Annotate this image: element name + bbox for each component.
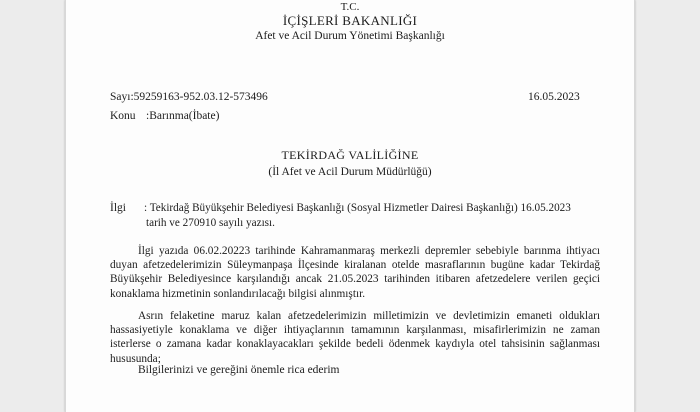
header-department: Afet ve Acil Durum Yönetimi Başkanlığı: [255, 30, 445, 42]
addressee-title: TEKİRDAĞ VALİLİĞİNE: [281, 148, 419, 162]
ilgi-line-2: tarih ve 270910 sayılı yazısı.: [146, 217, 275, 229]
closing-line: Bilgilerinizi ve gereğini önemle rica ederim: [138, 364, 340, 376]
paragraph-1-text: İlgi yazıda 06.02.20223 tarihinde Kahramanmaraş merkezli depremler sebebiyle barınma ihtiyacı duyan afetzedelerimizin Süleymanpaşa İlçesinde kiralanan otelde masraflarının bugüne kadar Tekirdağ Büyükşehir Belediyesince karşılandığı ancak 21.05.2023 tarihinden itibaren afetzedelere verilen geçici konaklama hizmetinin sonlandırılacağı bilgisi alınmıştır.: [110, 245, 600, 300]
body-paragraph-2: [110, 309, 600, 366]
body-paragraph-1: [110, 244, 600, 301]
ilgi-label: İlgi: [110, 202, 126, 214]
document-date: 16.05.2023: [528, 91, 580, 103]
paragraph-2-text: Asrın felaketine maruz kalan afetzedelerimizin milletimizin ve devletimizin emaneti oldukları hassasiyetiyle konaklama ve diğer ihtiyaçlarının tamamının karşılanması, misafirlerimizin ne zaman isterlerse o zamana kadar konaklayacakları şekilde bedeli ödenmek kaydıyla otel tahsisinin sağlanması hususunda;: [110, 310, 600, 365]
document-page: [65, 0, 635, 412]
reference-number: Sayı:59259163-952.03.12-573496: [110, 91, 268, 103]
subject-value: :Barınma(İbate): [146, 110, 220, 122]
header-ministry: İÇİŞLERİ BAKANLIĞI: [282, 13, 418, 28]
header-country: T.C.: [340, 1, 360, 13]
subject-label: Konu: [110, 110, 136, 122]
ilgi-line-1: : Tekirdağ Büyükşehir Belediyesi Başkanlığı (Sosyal Hizmetler Dairesi Başkanlığı) 16.05.2023: [144, 202, 571, 214]
addressee-subtitle: (İl Afet ve Acil Durum Müdürlüğü): [268, 166, 432, 178]
